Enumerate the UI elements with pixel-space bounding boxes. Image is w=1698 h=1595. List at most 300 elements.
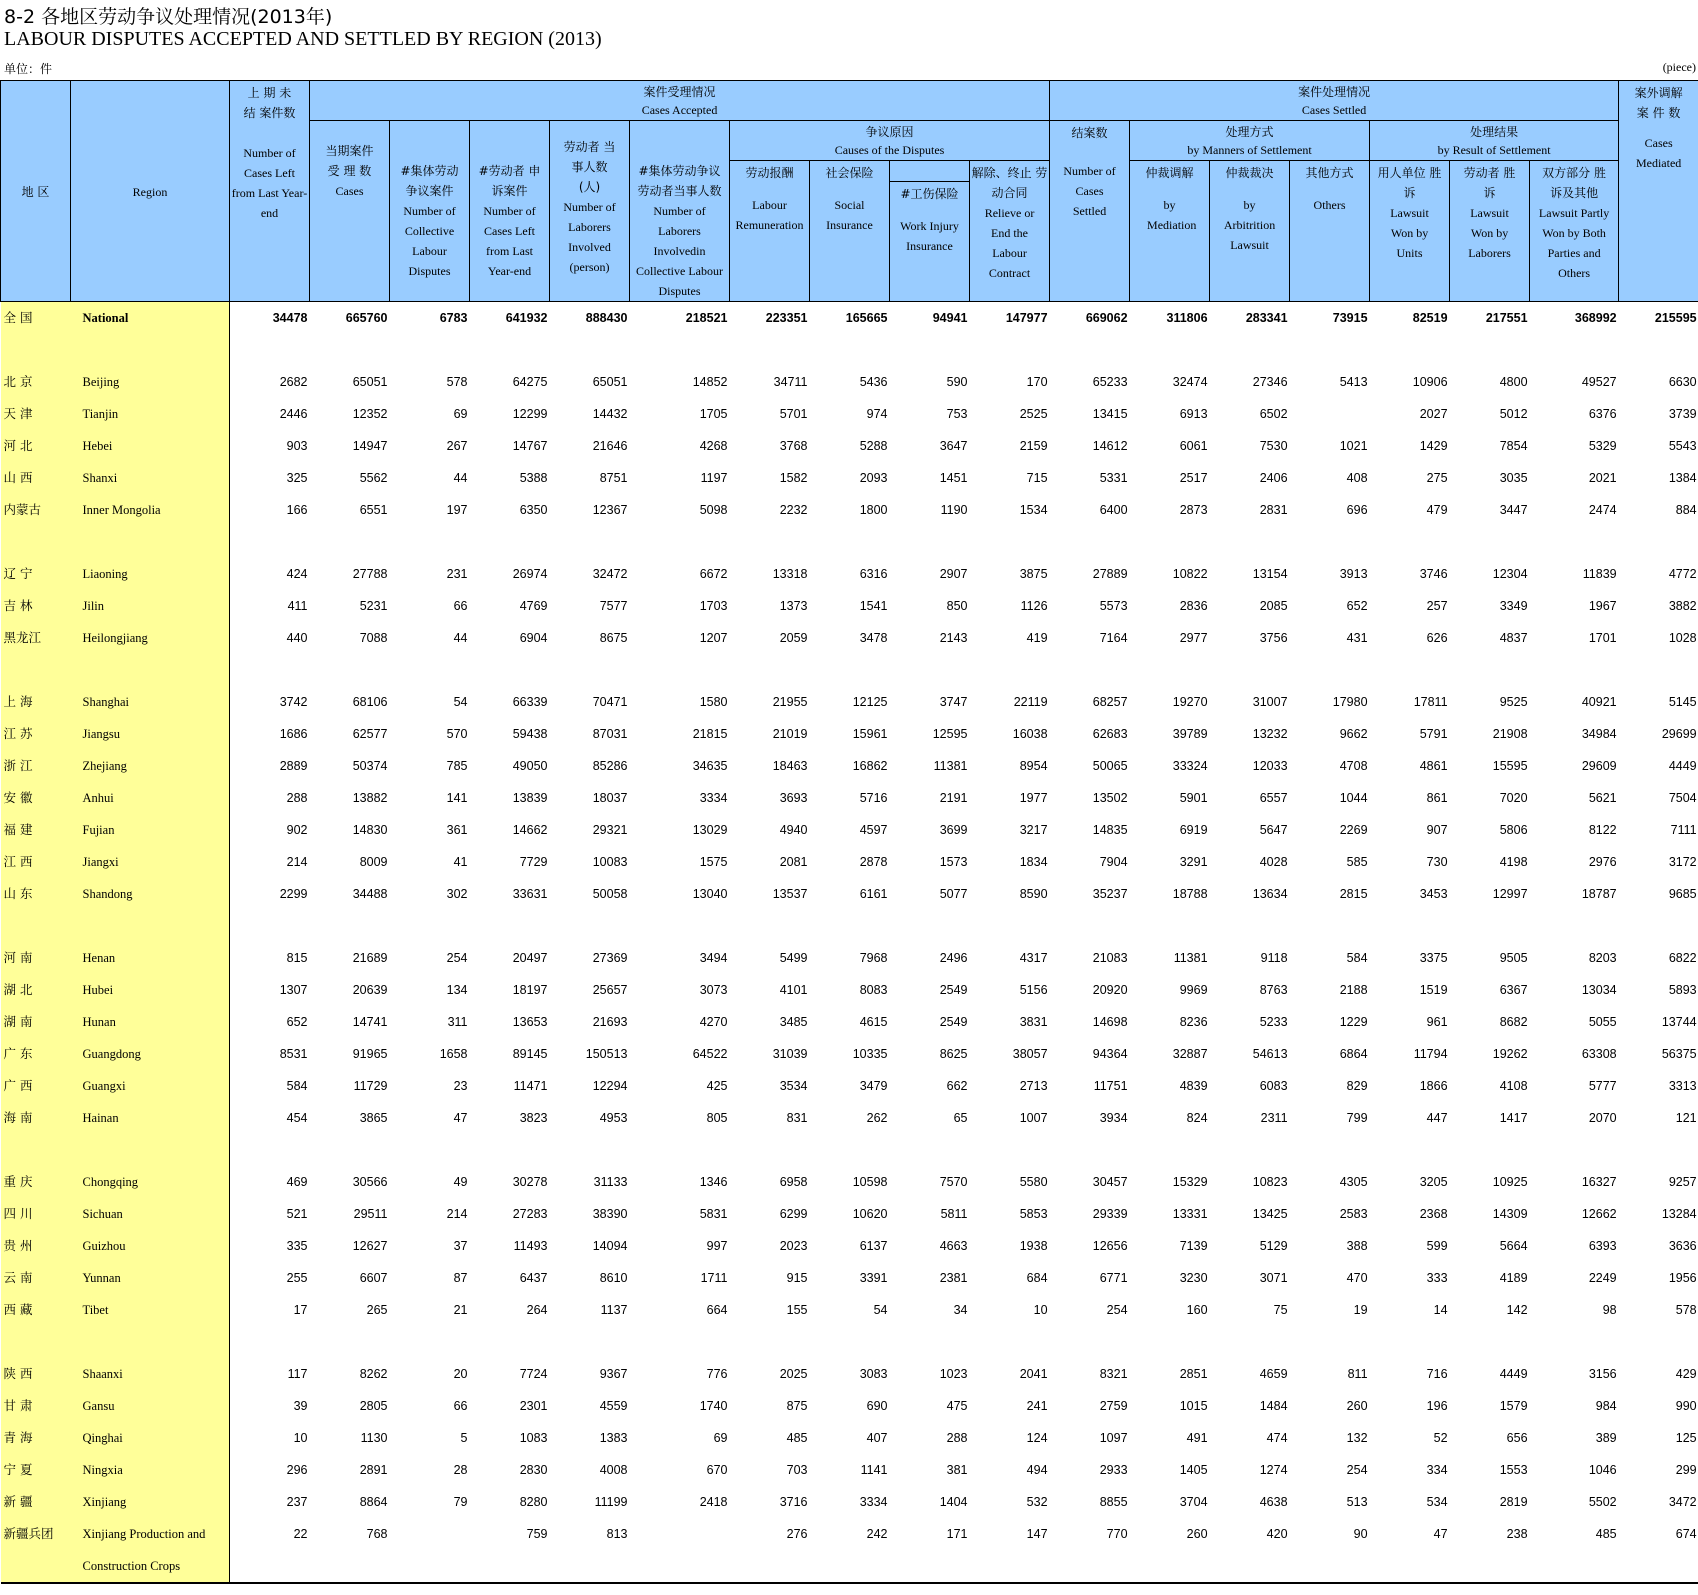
value-cell: 2583 [1339, 1207, 1368, 1221]
value-cell: 34488 [352, 887, 388, 901]
value-cell: 4028 [1259, 855, 1288, 869]
value-cell: 5777 [1588, 1079, 1617, 1093]
region-en-cell [71, 910, 230, 942]
value-cell: 4597 [859, 823, 888, 837]
header-cases-left: #劳动者 申诉案件 Number of Cases Left from Last Year-end [470, 121, 550, 302]
value-cell: 2299 [279, 887, 308, 901]
value-cell: 799 [1346, 1111, 1368, 1125]
value-cell: 715 [1026, 471, 1048, 485]
value-cell: 7904 [1099, 855, 1128, 869]
table-row [1, 366, 1698, 398]
value-cell: 6783 [439, 311, 468, 325]
value-cell: 12627 [352, 1239, 388, 1253]
value-cell: 3647 [939, 439, 968, 453]
value-cell: 884 [1675, 503, 1697, 517]
value-cell: 670 [706, 1463, 728, 1477]
value-cell: 3334 [859, 1495, 888, 1509]
table-row [1, 686, 1698, 718]
value-cell [1050, 1550, 1130, 1583]
value-cell: 335 [286, 1239, 308, 1253]
value-cell: 2081 [779, 855, 808, 869]
value-cell: 776 [706, 1367, 728, 1381]
value-cell: 311806 [1166, 311, 1208, 325]
value-cell: 3823 [519, 1111, 548, 1125]
value-cell: 997 [706, 1239, 728, 1253]
value-cell: 2188 [1339, 983, 1368, 997]
value-cell: 3478 [859, 631, 888, 645]
value-cell: 454 [286, 1111, 308, 1125]
value-cell: 5562 [359, 471, 388, 485]
value-cell: 805 [706, 1111, 728, 1125]
value-cell: 7729 [519, 855, 548, 869]
table-row [1, 878, 1698, 910]
value-cell: 39789 [1172, 727, 1208, 741]
value-cell: 1384 [1668, 471, 1697, 485]
value-cell: 9505 [1499, 951, 1528, 965]
value-cell: 27788 [352, 567, 388, 581]
value-cell: 829 [1346, 1079, 1368, 1093]
value-cell: 1007 [1019, 1111, 1048, 1125]
value-cell: 8009 [359, 855, 388, 869]
value-cell: 65233 [1092, 375, 1128, 389]
value-cell: 54 [453, 695, 468, 709]
value-cell: 302 [446, 887, 468, 901]
value-cell: 411 [287, 599, 308, 613]
region-cn-cell: 西 藏 [1, 1294, 71, 1326]
value-cell: 824 [1186, 1111, 1208, 1125]
table-title-en: LABOUR DISPUTES ACCEPTED AND SETTLED BY REGION (2013) [4, 28, 602, 50]
value-cell: 254 [1346, 1463, 1368, 1477]
value-cell: 12662 [1581, 1207, 1617, 1221]
value-cell: 6822 [1668, 951, 1697, 965]
region-cn-cell: 陕 西 [1, 1358, 71, 1390]
value-cell: 3479 [859, 1079, 888, 1093]
value-cell: 79 [453, 1495, 468, 1509]
value-cell: 684 [1026, 1271, 1048, 1285]
value-cell: 6502 [1259, 407, 1288, 421]
value-cell: 12299 [512, 407, 548, 421]
value-cell [630, 1550, 730, 1583]
value-cell: 3071 [1259, 1271, 1288, 1285]
value-cell: 132 [1346, 1431, 1368, 1445]
value-cell: 4772 [1668, 567, 1697, 581]
region-en-cell: Jilin [71, 590, 230, 622]
value-cell: 875 [786, 1399, 808, 1413]
value-cell: 11493 [513, 1239, 548, 1253]
value-cell: 19 [1353, 1303, 1368, 1317]
value-cell: 2301 [519, 1399, 548, 1413]
value-cell: 254 [1106, 1303, 1128, 1317]
value-cell: 6958 [779, 1175, 808, 1189]
value-cell: 664 [706, 1303, 728, 1317]
value-cell: 785 [446, 759, 468, 773]
value-cell: 974 [866, 407, 888, 421]
value-cell: 325 [286, 471, 308, 485]
region-cn-cell: 辽 宁 [1, 558, 71, 590]
value-cell: 626 [1426, 631, 1448, 645]
header-won-by-both: 双方部分 胜诉及其他 Lawsuit Partly Won by Both Parties and Others [1530, 161, 1619, 302]
value-cell: 254 [446, 951, 468, 965]
value-cell: 21 [453, 1303, 468, 1317]
value-cell: 6161 [859, 887, 888, 901]
value-cell: 27283 [512, 1207, 548, 1221]
region-en-cell: Construction Crops [71, 1550, 230, 1583]
value-cell: 6437 [519, 1271, 548, 1285]
value-cell: 64275 [512, 375, 548, 389]
region-cn-cell: 内蒙古 [1, 494, 71, 526]
value-cell: 121 [1675, 1111, 1697, 1125]
region-cn-cell [1, 334, 71, 366]
value-cell: 21955 [772, 695, 808, 709]
value-cell: 39 [293, 1399, 308, 1413]
value-cell: 29339 [1092, 1207, 1128, 1221]
region-en-cell [71, 654, 230, 686]
region-en-cell: Zhejiang [71, 750, 230, 782]
labour-disputes-table [0, 80, 1698, 1584]
table-row [1, 1390, 1698, 1422]
value-cell: 5831 [699, 1207, 728, 1221]
value-cell: 5413 [1339, 375, 1368, 389]
value-cell: 578 [446, 375, 468, 389]
value-cell: 94941 [932, 311, 968, 325]
region-cn-cell: 云 南 [1, 1262, 71, 1294]
value-cell [1130, 1550, 1210, 1583]
value-cell [890, 1550, 970, 1583]
value-cell [970, 1550, 1050, 1583]
value-cell: 13034 [1581, 983, 1617, 997]
value-cell: 5098 [699, 503, 728, 517]
value-cell: 56375 [1661, 1047, 1697, 1061]
header-region-en: Region [71, 81, 230, 302]
value-cell: 10 [293, 1431, 308, 1445]
value-cell: 5388 [519, 471, 548, 485]
value-cell: 30566 [352, 1175, 388, 1189]
value-cell: 11381 [1173, 951, 1208, 965]
region-en-cell: Shanxi [71, 462, 230, 494]
value-cell: 361 [446, 823, 468, 837]
value-cell: 5288 [859, 439, 888, 453]
value-cell: 6864 [1339, 1047, 1368, 1061]
value-cell: 8855 [1099, 1495, 1128, 1509]
value-cell: 7020 [1499, 791, 1528, 805]
value-cell: 4708 [1339, 759, 1368, 773]
value-cell: 12125 [852, 695, 888, 709]
value-cell: 262 [866, 1111, 888, 1125]
value-cell: 8321 [1099, 1367, 1128, 1381]
value-cell: 5791 [1419, 727, 1448, 741]
table-row [1, 1102, 1698, 1134]
spacer-row [1, 654, 1698, 686]
value-cell: 1207 [699, 631, 728, 645]
value-cell: 29609 [1581, 759, 1617, 773]
value-cell: 6316 [859, 567, 888, 581]
value-cell: 584 [1346, 951, 1368, 965]
value-cell: 3453 [1419, 887, 1448, 901]
header-won-by-laborers: 劳动者 胜 诉 Lawsuit Won by Laborers [1450, 161, 1530, 302]
value-cell: 13040 [692, 887, 728, 901]
value-cell: 2517 [1179, 471, 1208, 485]
value-cell: 215595 [1654, 311, 1697, 325]
value-cell: 690 [866, 1399, 888, 1413]
value-cell: 2836 [1179, 599, 1208, 613]
value-cell: 31007 [1252, 695, 1288, 709]
value-cell: 475 [946, 1399, 968, 1413]
value-cell: 5573 [1099, 599, 1128, 613]
region-cn-cell: 黑龙江 [1, 622, 71, 654]
table-row [1, 1454, 1698, 1486]
region-cn-cell [1, 1134, 71, 1166]
value-cell: 13653 [512, 1015, 548, 1029]
region-cn-cell: 北 京 [1, 366, 71, 398]
spacer-row [1, 910, 1698, 942]
region-en-cell: Gansu [71, 1390, 230, 1422]
value-cell: 9367 [599, 1367, 628, 1381]
value-cell: 815 [286, 951, 308, 965]
value-cell: 1197 [700, 471, 728, 485]
value-cell: 8751 [599, 471, 628, 485]
value-cell: 18787 [1581, 887, 1617, 901]
value-cell: 283341 [1245, 311, 1288, 325]
value-cell: 12352 [352, 407, 388, 421]
value-cell [1290, 398, 1370, 430]
value-cell: 13232 [1252, 727, 1288, 741]
value-cell: 2070 [1588, 1111, 1617, 1125]
value-cell: 276 [786, 1527, 808, 1541]
value-cell: 2878 [859, 855, 888, 869]
value-cell: 1541 [859, 599, 888, 613]
value-cell: 1686 [279, 727, 308, 741]
table-row [1, 974, 1698, 1006]
value-cell: 260 [1346, 1399, 1368, 1413]
value-cell: 9969 [1179, 983, 1208, 997]
value-cell: 485 [1595, 1527, 1617, 1541]
value-cell: 27889 [1092, 567, 1128, 581]
spacer-cell [230, 910, 1698, 942]
value-cell: 2143 [939, 631, 968, 645]
value-cell: 13318 [772, 567, 808, 581]
value-cell: 2891 [359, 1463, 388, 1477]
value-cell: 66339 [512, 695, 548, 709]
value-cell: 534 [1426, 1495, 1448, 1509]
value-cell: 41 [453, 855, 468, 869]
spacer-cell [230, 1326, 1698, 1358]
region-cn-cell: 宁 夏 [1, 1454, 71, 1486]
value-cell: 75 [1273, 1303, 1288, 1317]
value-cell: 2418 [699, 1495, 728, 1509]
value-cell: 62683 [1092, 727, 1128, 741]
value-cell: 4317 [1019, 951, 1048, 965]
value-cell: 4839 [1179, 1079, 1208, 1093]
value-cell: 288 [286, 791, 308, 805]
value-cell: 3349 [1499, 599, 1528, 613]
value-cell: 665760 [345, 311, 388, 325]
value-cell: 2249 [1588, 1271, 1617, 1285]
value-cell: 19262 [1492, 1047, 1528, 1061]
value-cell: 13415 [1092, 407, 1128, 421]
value-cell: 470 [1346, 1271, 1368, 1285]
value-cell: 49527 [1581, 375, 1617, 389]
table-row [1, 1070, 1698, 1102]
value-cell: 49 [453, 1175, 468, 1189]
table-row [1, 1166, 1698, 1198]
value-cell: 674 [1675, 1527, 1697, 1541]
value-cell: 14767 [512, 439, 548, 453]
value-cell: 5701 [779, 407, 808, 421]
value-cell: 753 [946, 407, 968, 421]
value-cell: 2525 [1019, 407, 1048, 421]
value-cell: 5077 [939, 887, 968, 901]
value-cell: 1703 [699, 599, 728, 613]
value-cell: 6557 [1259, 791, 1288, 805]
value-cell: 17 [293, 1303, 308, 1317]
value-cell: 1083 [519, 1431, 548, 1445]
value-cell: 5 [460, 1431, 468, 1445]
value-cell: 125 [1675, 1431, 1697, 1445]
region-en-cell: Sichuan [71, 1198, 230, 1230]
value-cell: 59438 [512, 727, 548, 741]
value-cell: 3636 [1668, 1239, 1697, 1253]
value-cell: 12656 [1092, 1239, 1128, 1253]
header-left-from-last-year: 上 期 未 结 案件数 Number of Cases Left from Last Year-end [230, 81, 310, 302]
table-row [1, 814, 1698, 846]
value-cell: 3083 [859, 1367, 888, 1381]
value-cell: 214 [286, 855, 308, 869]
value-cell: 1575 [699, 855, 728, 869]
value-cell: 7968 [859, 951, 888, 965]
region-cn-cell: 安 徽 [1, 782, 71, 814]
value-cell: 8675 [599, 631, 628, 645]
value-cell: 2446 [279, 407, 308, 421]
value-cell: 29511 [353, 1207, 388, 1221]
region-cn-cell: 江 苏 [1, 718, 71, 750]
value-cell: 68257 [1092, 695, 1128, 709]
table-row [1, 1486, 1698, 1518]
value-cell: 6367 [1499, 983, 1528, 997]
value-cell: 1044 [1339, 791, 1368, 805]
value-cell: 19270 [1172, 695, 1208, 709]
value-cell: 27369 [592, 951, 628, 965]
value-cell: 124 [1026, 1431, 1048, 1445]
value-cell: 1429 [1419, 439, 1448, 453]
value-cell: 134 [446, 983, 468, 997]
region-cn-cell [1, 910, 71, 942]
region-en-cell: Xinjiang [71, 1486, 230, 1518]
value-cell: 13744 [1661, 1015, 1697, 1029]
value-cell: 5716 [859, 791, 888, 805]
value-cell: 716 [1426, 1367, 1448, 1381]
value-cell: 288 [946, 1431, 968, 1445]
value-cell: 5156 [1019, 983, 1048, 997]
region-cn-cell: 浙 江 [1, 750, 71, 782]
table-row [1, 1198, 1698, 1230]
spacer-cell [230, 1134, 1698, 1166]
value-cell: 4449 [1499, 1367, 1528, 1381]
value-cell: 5331 [1099, 471, 1128, 485]
value-cell: 12033 [1252, 759, 1288, 773]
value-cell: 485 [786, 1431, 808, 1445]
header-contract: 解除、终止 劳动合同 Relieve or End the Labour Contract [970, 161, 1050, 302]
value-cell: 599 [1426, 1239, 1448, 1253]
spacer-cell [230, 334, 1698, 366]
value-cell: 33324 [1172, 759, 1208, 773]
value-cell: 5811 [940, 1207, 968, 1221]
value-cell: 584 [286, 1079, 308, 1093]
value-cell [1290, 1550, 1370, 1583]
value-cell: 14094 [592, 1239, 628, 1253]
value-cell: 14309 [1492, 1207, 1528, 1221]
value-cell: 8610 [599, 1271, 628, 1285]
value-cell: 2851 [1179, 1367, 1208, 1381]
value-cell: 10925 [1492, 1175, 1528, 1189]
value-cell: 2907 [939, 567, 968, 581]
region-cn-cell: 河 南 [1, 942, 71, 974]
header-num-settled: 结案数 Number of Cases Settled [1050, 121, 1130, 302]
value-cell: 3035 [1499, 471, 1528, 485]
value-cell: 5543 [1668, 439, 1697, 453]
value-cell: 1519 [1419, 983, 1448, 997]
value-cell: 10620 [852, 1207, 888, 1221]
value-cell: 32887 [1172, 1047, 1208, 1061]
value-cell: 2682 [279, 375, 308, 389]
value-cell: 5647 [1259, 823, 1288, 837]
value-cell: 2232 [779, 503, 808, 517]
value-cell: 10 [1033, 1303, 1048, 1317]
value-cell: 87 [453, 1271, 468, 1285]
value-cell: 9257 [1668, 1175, 1697, 1189]
value-cell: 13029 [692, 823, 728, 837]
value-cell: 5145 [1668, 695, 1697, 709]
value-cell: 142 [1506, 1303, 1528, 1317]
value-cell: 2831 [1259, 503, 1288, 517]
value-cell: 13154 [1252, 567, 1288, 581]
value-cell: 4108 [1499, 1079, 1528, 1093]
spacer-row [1, 334, 1698, 366]
value-cell: 31133 [593, 1175, 628, 1189]
value-cell: 4638 [1259, 1495, 1288, 1509]
region-en-cell [71, 526, 230, 558]
value-cell: 5502 [1588, 1495, 1617, 1509]
value-cell: 141 [446, 791, 468, 805]
table-row [1, 462, 1698, 494]
value-cell: 3230 [1179, 1271, 1208, 1285]
value-cell: 1553 [1499, 1463, 1528, 1477]
region-cn-cell: 山 西 [1, 462, 71, 494]
value-cell: 214 [446, 1207, 468, 1221]
value-cell: 231 [446, 567, 468, 581]
region-cn-cell: 湖 南 [1, 1006, 71, 1038]
region-cn-cell: 山 东 [1, 878, 71, 910]
value-cell: 585 [1346, 855, 1368, 869]
region-en-cell: Beijing [71, 366, 230, 398]
region-en-cell: Inner Mongolia [71, 494, 230, 526]
value-cell: 11794 [1413, 1047, 1448, 1061]
value-cell: 3865 [359, 1111, 388, 1125]
value-cell: 32474 [1172, 375, 1208, 389]
value-cell: 7724 [519, 1367, 548, 1381]
value-cell: 368992 [1574, 311, 1617, 325]
value-cell: 22 [293, 1527, 308, 1541]
value-cell: 5012 [1499, 407, 1528, 421]
value-cell: 424 [286, 567, 308, 581]
spacer-cell [230, 526, 1698, 558]
value-cell: 4953 [599, 1111, 628, 1125]
value-cell: 2713 [1019, 1079, 1048, 1093]
value-cell: 6393 [1588, 1239, 1617, 1253]
value-cell: 703 [786, 1463, 808, 1477]
value-cell: 7570 [939, 1175, 968, 1189]
value-cell: 3882 [1668, 599, 1697, 613]
value-cell: 13425 [1252, 1207, 1288, 1221]
